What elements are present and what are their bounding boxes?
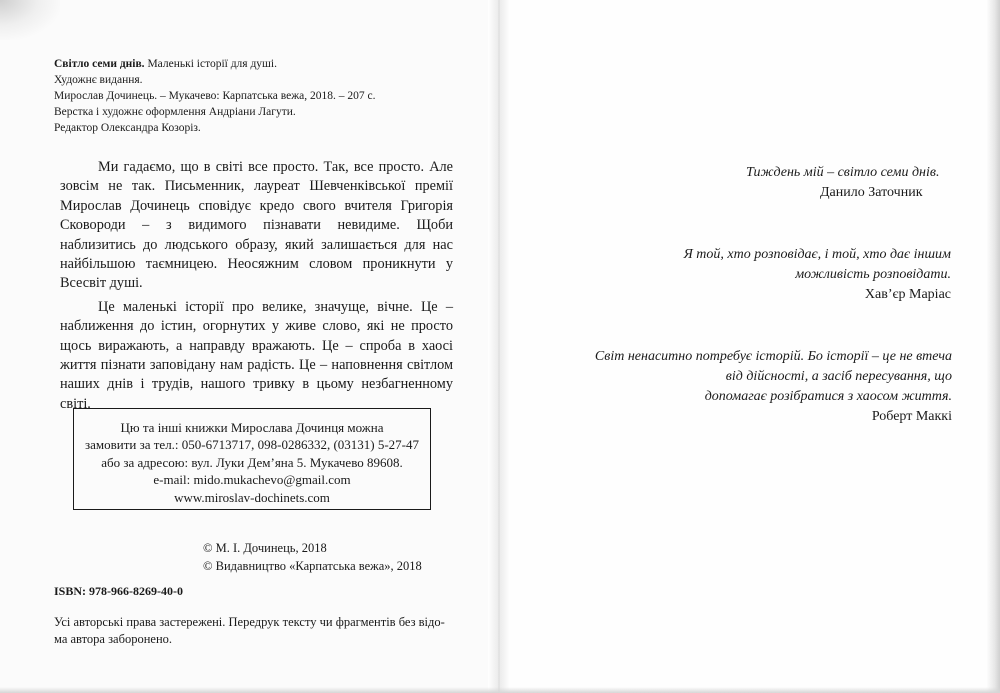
order-line-2: замовити за тел.: 050-6713717, 098-0286332, (03131) 5-27-47 [84, 437, 420, 453]
imprint-genre: Художнє видання. [54, 74, 143, 86]
rights-line-1: Усі авторські права застережені. Передрук тексту чи фрагментів без відо- [54, 615, 445, 629]
epigraph-2-author: Хав’єр Маріас [864, 287, 951, 302]
copyright-block [203, 539, 422, 575]
imprint-title-line [54, 56, 375, 72]
isbn: ISBN: 978-966-8269-40-0 [54, 584, 183, 598]
page-edge-shadow [986, 0, 1000, 693]
imprint-publication: Мирослав Дочинець. – Мукачево: Карпатська вежа, 2018. – 207 с. [54, 90, 376, 102]
annotation-paragraph-1: Ми гадаємо, що в світі все просто. Так, все просто. Але зовсім не так. Письменник, лауреат Шевченківської премії Мирослав Дочинець сповідує кредо свого вчителя Григорія Сковороди – з видимого пізнавати невидиме. Щоби наблизитись до людського образу, який залишається для нас найбільшою таємницею. Неосяжним словом проникнути у Всесвіт душі. [60, 159, 453, 292]
epigraph-3-line-2: від дійсності, а засіб пересування, що [725, 369, 952, 384]
imprint-subtitle: Маленькі історії для душі. [144, 58, 277, 70]
order-website: www.miroslav-dochinets.com [174, 489, 330, 505]
order-email: e-mail: mido.mukachevo@gmail.com [153, 472, 351, 488]
imprint-block [54, 56, 375, 136]
epigraph-3-line-3: допомагає розібратися з хаосом життя. [704, 389, 952, 404]
corner-shadow [0, 0, 60, 40]
copyright-publisher: © Видавництво «Карпатська вежа», 2018 [203, 559, 422, 573]
epigraph-1-author: Данило Заточник [820, 185, 923, 200]
epigraph-3-line-1: Світ ненаситно потребує історій. Бо історії – це не втеча [594, 349, 952, 364]
epigraph-3 [576, 347, 952, 427]
epigraph-3-author: Роберт Маккі [871, 409, 952, 424]
order-line-3: або за адресою: вул. Луки Дем’яна 5. Мукачево 89608. [101, 454, 403, 470]
book-gutter [488, 0, 510, 693]
imprint-title: Світло семи днів. [54, 58, 145, 70]
imprint-editor: Редактор Олександра Козоріз. [54, 122, 201, 134]
copyright-author: © М. І. Дочинець, 2018 [203, 541, 327, 555]
order-info-box [73, 408, 431, 510]
epigraph-1-line-1: Тиждень мій – світло семи днів. [746, 165, 940, 180]
left-page [0, 0, 498, 693]
epigraph-2-line-1: Я той, хто розповідає, і той, хто дає іншим [683, 247, 951, 262]
epigraph-1 [746, 163, 939, 203]
order-line-1: Цю та інші книжки Мирослава Дочинця можна [120, 420, 384, 435]
rights-notice [54, 614, 452, 648]
epigraph-2-line-2: можливість розповідати. [795, 267, 951, 282]
bottom-shadow [0, 687, 1000, 693]
annotation-paragraph-2: Це маленькі історії про велике, значуще, вічне. Це – наближення до істин, огорнутих у живе слово, які не просто щось виражають, а направду вражають. Це – спроба в хаосі життя пізнати заповідану нам радість. Це – наповнення світлом наших днів і трудів, нашого тривку в цьому незбагненному світі. [60, 298, 453, 412]
epigraph-2 [665, 245, 951, 305]
imprint-layout: Верстка і художнє оформлення Андріани Лагути. [54, 106, 296, 118]
rights-line-2: ма автора заборонено. [54, 632, 173, 646]
annotation [60, 158, 453, 414]
